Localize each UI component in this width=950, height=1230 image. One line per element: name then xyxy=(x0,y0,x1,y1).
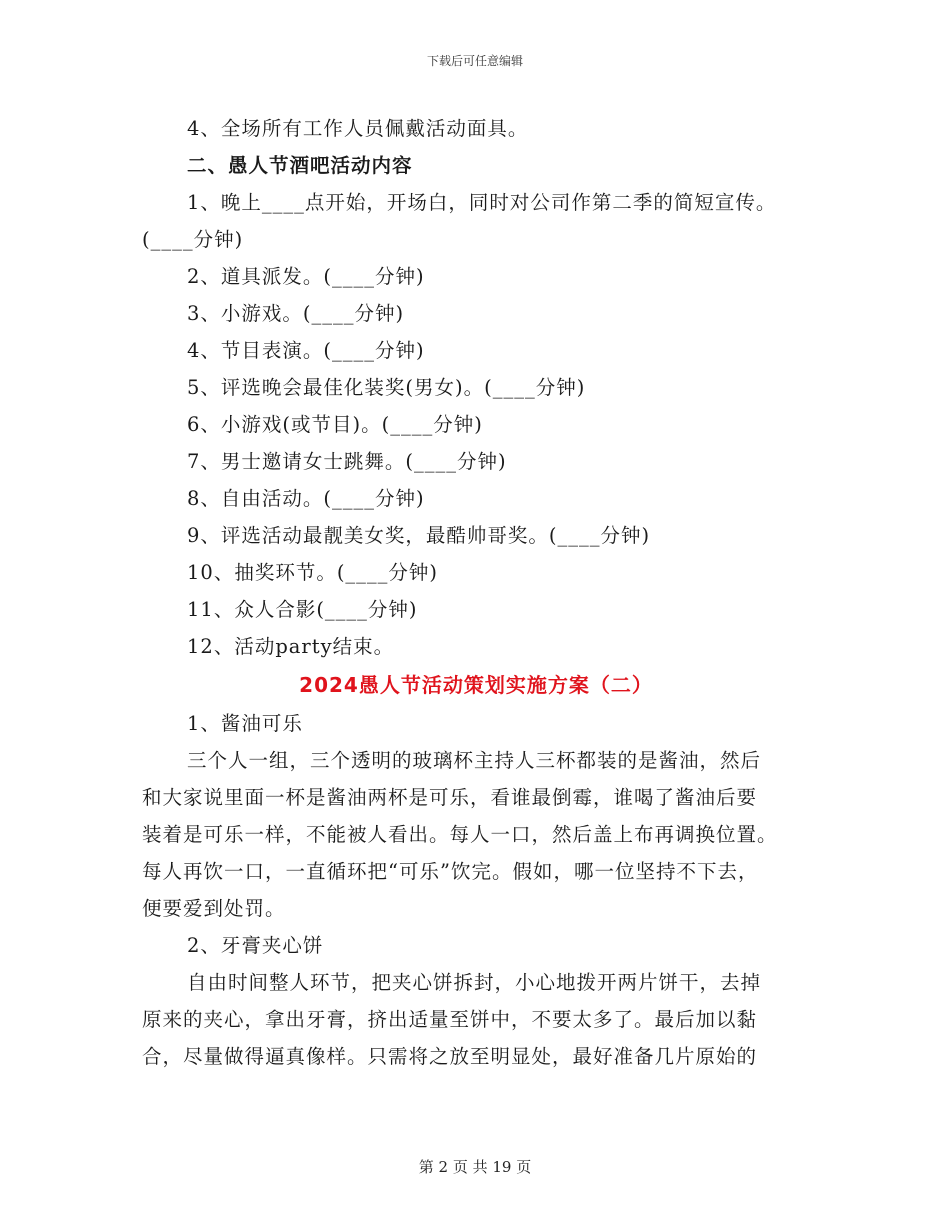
agenda-item: 8、自由活动。(____分钟) xyxy=(187,487,425,510)
game-2-paragraph-line: 自由时间整人环节，把夹心饼拆封，小心地拨开两片饼干，去掉 xyxy=(187,971,762,994)
agenda-item: 2、道具派发。(____分钟) xyxy=(187,265,425,288)
rule-item-4: 4、全场所有工作人员佩戴活动面具。 xyxy=(187,117,529,140)
agenda-item: 5、评选晚会最佳化装奖(男女)。(____分钟) xyxy=(187,376,586,399)
section-heading: 二、愚人节酒吧活动内容 xyxy=(187,154,413,177)
game-2-paragraph-line: 原来的夹心，拿出牙膏，挤出适量至饼中，不要太多了。最后加以黏 xyxy=(142,1008,758,1031)
agenda-item: 12、活动party结束。 xyxy=(187,635,395,658)
game-2-paragraph-line: 合，尽量做得逼真像样。只需将之放至明显处，最好准备几片原始的 xyxy=(142,1045,758,1068)
game-1-paragraph-line: 装着是可乐一样，不能被人看出。每人一口，然后盖上布再调换位置。 xyxy=(142,823,778,846)
agenda-item: 7、男士邀请女士跳舞。(____分钟) xyxy=(187,450,507,473)
page-header-note: 下载后可任意编辑 xyxy=(426,54,523,68)
document-body xyxy=(142,110,810,1075)
game-1-paragraph-line: 三个人一组，三个透明的玻璃杯主持人三杯都装的是酱油，然后 xyxy=(187,749,762,772)
game-1-paragraph-line: 每人再饮一口，一直循环把“可乐”饮完。假如，哪一位坚持不下去， xyxy=(142,860,759,883)
agenda-item: 4、节目表演。(____分钟) xyxy=(187,339,425,362)
agenda-item-1-line1: 1、晚上____点开始，开场白，同时对公司作第二季的简短宣传。 xyxy=(187,191,777,214)
game-1-paragraph-line: 和大家说里面一杯是酱油两杯是可乐，看谁最倒霉，谁喝了酱油后要 xyxy=(142,786,758,809)
agenda-item: 10、抽奖环节。(____分钟) xyxy=(187,561,439,584)
game-1-paragraph-line: 便要爱到处罚。 xyxy=(142,897,286,920)
agenda-item: 9、评选活动最靓美女奖，最酷帅哥奖。(____分钟) xyxy=(187,524,651,547)
page-number-footer: 第 2 页 共 19 页 xyxy=(418,1158,532,1176)
game-1-title: 1、酱油可乐 xyxy=(187,712,303,735)
game-2-title: 2、牙膏夹心饼 xyxy=(187,934,324,957)
agenda-item: 6、小游戏(或节目)。(____分钟) xyxy=(187,413,483,436)
agenda-item: 3、小游戏。(____分钟) xyxy=(187,302,405,325)
agenda-item: 11、众人合影(____分钟) xyxy=(187,598,418,621)
section-title: 2024愚人节活动策划实施方案（二） xyxy=(299,673,653,697)
agenda-item-1-line2: (____分钟) xyxy=(142,228,244,251)
